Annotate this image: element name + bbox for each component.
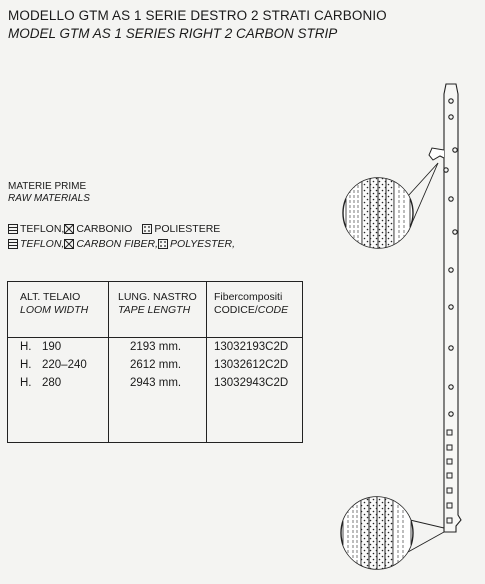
legend-carbon-en: CARBON FIBER, [76,237,159,250]
row-h-label: H. [20,377,32,389]
tape-hook [429,148,444,160]
row-code: 13032943C2D [214,377,289,389]
polyester-icon [142,224,152,234]
polyester-icon [158,239,168,249]
legend-polyester-it: POLIESTERE [154,222,221,235]
header-tape-length-en: TAPE LENGTH [118,304,191,316]
table-header-divider [8,337,302,338]
legend-row-it [8,221,235,236]
top-detail-magnifier [343,163,438,260]
materials-legend [8,221,235,251]
materials-heading-en: RAW MATERIALS [8,193,90,204]
table-divider [206,282,207,442]
header-loom-width-en: LOOM WIDTH [20,304,89,316]
header-code-en: CODE [257,304,289,316]
row-tape-length: 2943 mm. [130,377,182,389]
legend-row-en [8,236,235,251]
materials-heading-it: MATERIE PRIME [8,181,87,192]
table-divider [108,282,109,442]
header-code-company: Fibercompositi [214,291,283,303]
row-loom-width: 190 [42,341,62,353]
materials-heading [8,181,90,205]
row-code: 13032612C2D [214,359,289,371]
row-h-label: H. [20,359,32,371]
dimensions-table [7,281,303,443]
title-italian: MODELLO GTM AS 1 SERIE DESTRO 2 STRATI CARBONIO [8,8,387,23]
header-code [214,291,288,317]
teflon-icon [8,239,18,249]
header-loom-width-it: ALT. TELAIO [20,291,81,303]
title-english: MODEL GTM AS 1 SERIES RIGHT 2 CARBON STRIP [8,26,338,41]
header-code-it: CODICE/ [214,304,258,316]
legend-polyester-en: POLYESTER, [170,237,236,250]
header-loom-width [20,291,88,317]
row-tape-length: 2193 mm. [130,341,182,353]
row-code: 13032193C2D [214,341,289,353]
row-tape-length: 2612 mm. [130,359,182,371]
header-tape-length [118,291,197,317]
row-loom-width: 220–240 [42,359,87,371]
row-h-label: H. [20,341,32,353]
bottom-detail-magnifier [341,490,444,580]
row-loom-width: 280 [42,377,62,389]
legend-carbon-it: CARBONIO [76,222,133,235]
carbon-icon [64,239,74,249]
tape-technical-drawing [320,70,485,584]
carbon-icon [64,224,74,234]
teflon-icon [8,224,18,234]
header-tape-length-it: LUNG. NASTRO [118,291,197,303]
legend-teflon-en: TEFLON, [20,237,65,250]
legend-teflon-it: TEFLON, [20,222,65,235]
